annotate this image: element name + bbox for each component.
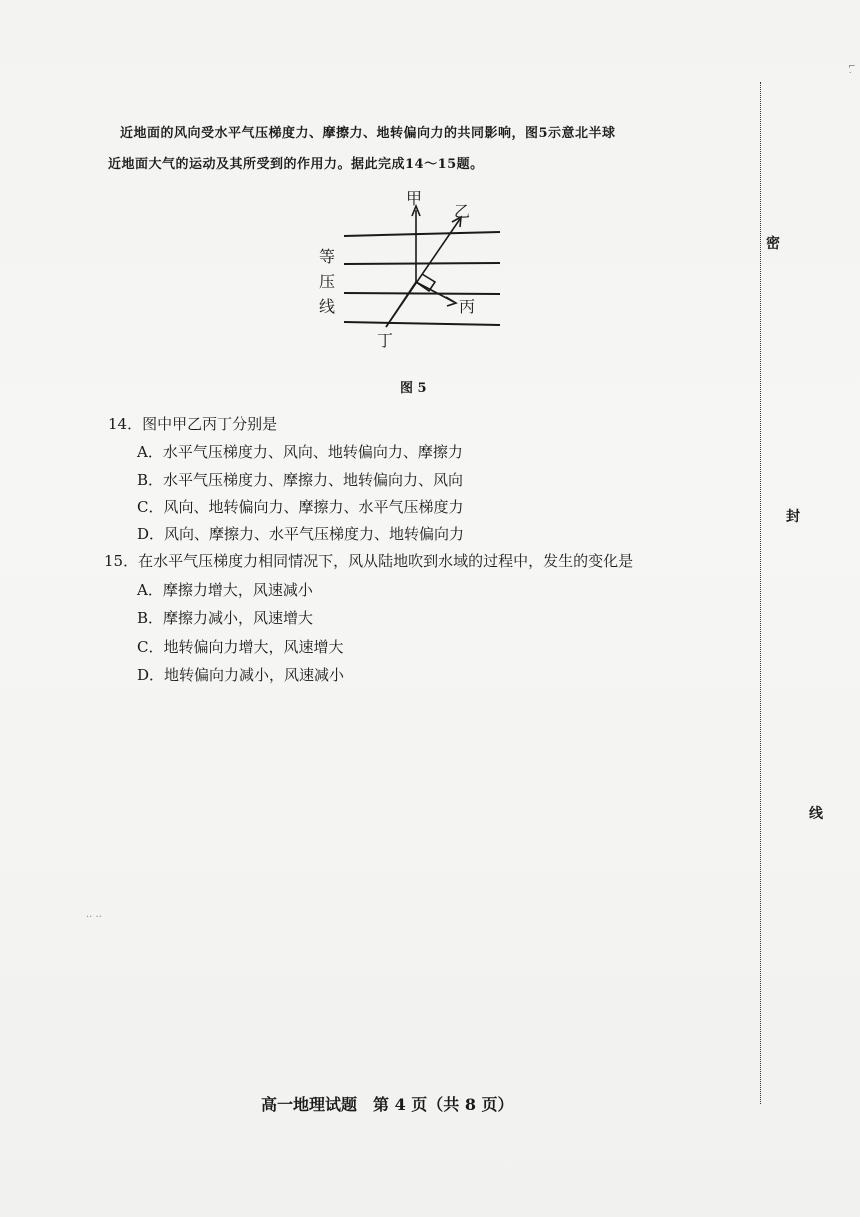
figure-caption: 图 5 bbox=[400, 381, 427, 396]
binding-char-mi: 密 bbox=[766, 232, 780, 254]
intro-line-1: 近地面的风向受水平气压梯度力、摩擦力、地转偏向力的共同影响，图5示意北半球 bbox=[120, 126, 616, 141]
intro-line-2: 近地面大气的运动及其所受到的作用力。据此完成14～15题。 bbox=[108, 157, 484, 172]
isobar-line-4 bbox=[344, 322, 500, 325]
page-footer: 高一地理试题 第 4 页（共 8 页） bbox=[261, 1095, 514, 1114]
corner-mark: ⌐ ˙ bbox=[848, 62, 856, 82]
question-15-option-a: A．摩擦力增大，风速减小 bbox=[137, 581, 313, 599]
isobar-line-2 bbox=[344, 263, 500, 264]
isobar-line-1 bbox=[344, 232, 500, 236]
label-isobar-1: 等 bbox=[319, 247, 336, 266]
question-15-stem: 15．在水平气压梯度力相同情况下，风从陆地吹到水域的过程中，发生的变化是 bbox=[104, 552, 634, 570]
label-ding: 丁 bbox=[377, 331, 394, 350]
question-14-option-a: A．水平气压梯度力、风向、地转偏向力、摩擦力 bbox=[137, 443, 463, 461]
label-bing: 丙 bbox=[459, 297, 476, 316]
isobar-line-3 bbox=[344, 293, 500, 294]
label-isobar-3: 线 bbox=[319, 297, 336, 316]
question-15-option-c: C．地转偏向力增大，风速增大 bbox=[137, 638, 344, 656]
question-intro bbox=[108, 118, 728, 180]
binding-char-feng: 封 bbox=[786, 505, 800, 527]
binding-char-xian: 线 bbox=[809, 802, 823, 824]
question-15-option-b: B．摩擦力减小，风速增大 bbox=[137, 609, 314, 627]
arrow-ding-shaft bbox=[386, 282, 416, 327]
label-yi: 乙 bbox=[454, 202, 471, 221]
label-isobar-2: 压 bbox=[319, 272, 336, 291]
question-14-option-b: B．水平气压梯度力、摩擦力、地转偏向力、风向 bbox=[137, 471, 464, 489]
question-14-option-c: C．风向、地转偏向力、摩擦力、水平气压梯度力 bbox=[137, 498, 464, 516]
question-14-stem: 14．图中甲乙丙丁分别是 bbox=[108, 415, 278, 433]
label-jia: 甲 bbox=[406, 189, 423, 208]
figure-5 bbox=[300, 186, 520, 356]
scan-smudge: ·· ·· bbox=[86, 912, 102, 923]
right-angle-marker bbox=[416, 274, 435, 291]
isobar-diagram bbox=[300, 186, 520, 356]
question-14-option-d: D．风向、摩擦力、水平气压梯度力、地转偏向力 bbox=[137, 525, 465, 543]
question-15-option-d: D．地转偏向力减小，风速减小 bbox=[137, 666, 345, 684]
arrow-bing-head bbox=[446, 297, 456, 306]
